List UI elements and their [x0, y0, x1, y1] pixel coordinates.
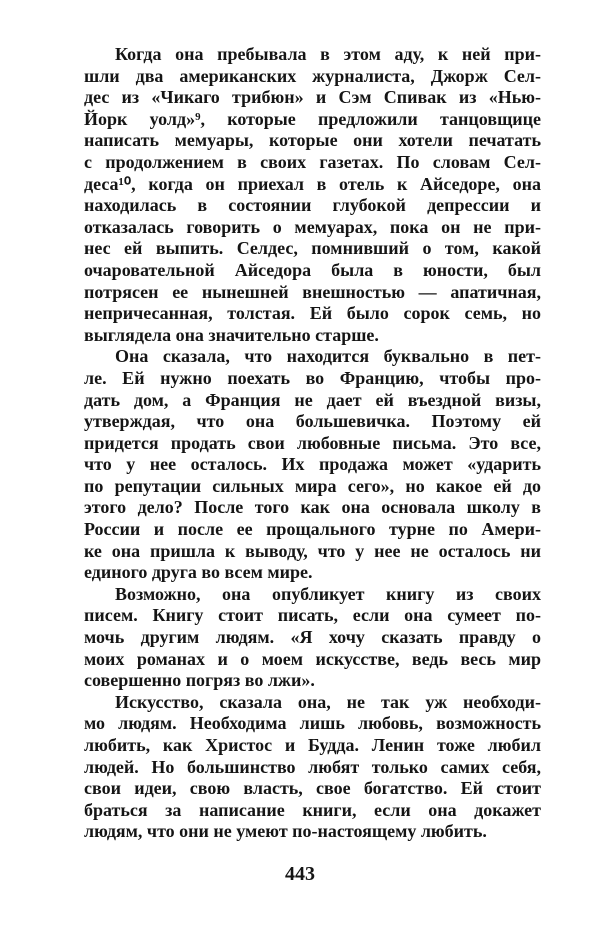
page-number: 443 — [285, 863, 315, 885]
text-line: людям, что они не умеют по-настоящему любить. — [84, 821, 487, 842]
paragraph — [84, 346, 541, 584]
text-line: выглядела она значительно старше. — [84, 324, 379, 345]
text-line: людей. Но большинство любят только самих себя, — [84, 756, 541, 777]
text-line: с продолжением в своих газетах. По словам Сел- — [84, 151, 541, 172]
text-line: ке она пришла к выводу, что у нее не осталось ни — [84, 540, 541, 561]
text-line: Возможно, она опубликует книгу из своих — [115, 583, 541, 604]
text-line: потрясен ее нынешней внешностью — апатичная, — [84, 281, 541, 302]
text-line: мо людям. Необходима лишь любовь, возможность — [84, 713, 541, 734]
text-line: мочь другим людям. «Я хочу сказать правду о — [84, 627, 541, 648]
text-line: придется продать свои любовные письма. Это все, — [84, 432, 541, 453]
text-line: браться за написание книги, если она докажет — [84, 799, 541, 820]
text-line: этого дело? После того как она основала школу в — [84, 497, 541, 518]
text-line: утверждая, что она большевичка. Поэтому ей — [84, 411, 541, 432]
text-line: что у нее осталось. Их продажа может «ударить — [84, 454, 541, 475]
text-line: находилась в состоянии глубокой депрессии и — [84, 195, 541, 216]
text-line: непричесанная, толстая. Ей было сорок семь, но — [84, 303, 541, 324]
text-line: Когда она пребывала в этом аду, к ней при- — [115, 44, 541, 64]
text-line: очаровательной Айседора была в юности, был — [84, 259, 541, 280]
book-page-text — [84, 44, 541, 843]
text-line: свои идеи, свою власть, свое богатство. Ей стоит — [84, 778, 541, 799]
text-line: Йорк уолд»⁹, которые предложили танцовщице — [84, 108, 541, 129]
text-line: шли два американских журналиста, Джорж Сел- — [84, 65, 541, 86]
text-line: писем. Книгу стоит писать, если она сумеет по- — [84, 605, 541, 626]
text-line: написать мемуары, которые они хотели печатать — [84, 130, 541, 151]
text-line: деса¹⁰, когда он приехал в отель к Айседоре, она — [84, 173, 541, 194]
text-line: любить, как Христос и Будда. Ленин тоже любил — [84, 735, 541, 755]
text-line: единого друга во всем мире. — [84, 562, 313, 583]
text-line: отказалась говорить о мемуарах, пока он не при- — [84, 216, 541, 237]
paragraph — [84, 584, 541, 692]
paragraph — [84, 692, 541, 843]
text-line: ле. Ей нужно поехать во Францию, чтобы про- — [84, 367, 541, 388]
text-line: дать дом, а Франция не дает ей въездной визы, — [84, 389, 541, 410]
text-line: моих романах и о моем искусстве, ведь весь мир — [84, 648, 541, 669]
text-line: Она сказала, что находится буквально в пет- — [115, 346, 541, 367]
text-line: по репутации сильных мира сего», но какое ей до — [84, 475, 541, 496]
text-line: Искусство, сказала она, не так уж необходи- — [115, 691, 541, 712]
paragraph — [84, 44, 541, 346]
text-line: нес ей выпить. Селдес, помнивший о том, какой — [84, 238, 541, 259]
text-line: совершенно погряз во лжи». — [84, 670, 315, 691]
text-line: России и после ее прощального турне по Амери- — [84, 519, 541, 540]
text-line: дес из «Чикаго трибюн» и Сэм Спивак из «Нью- — [84, 87, 541, 108]
